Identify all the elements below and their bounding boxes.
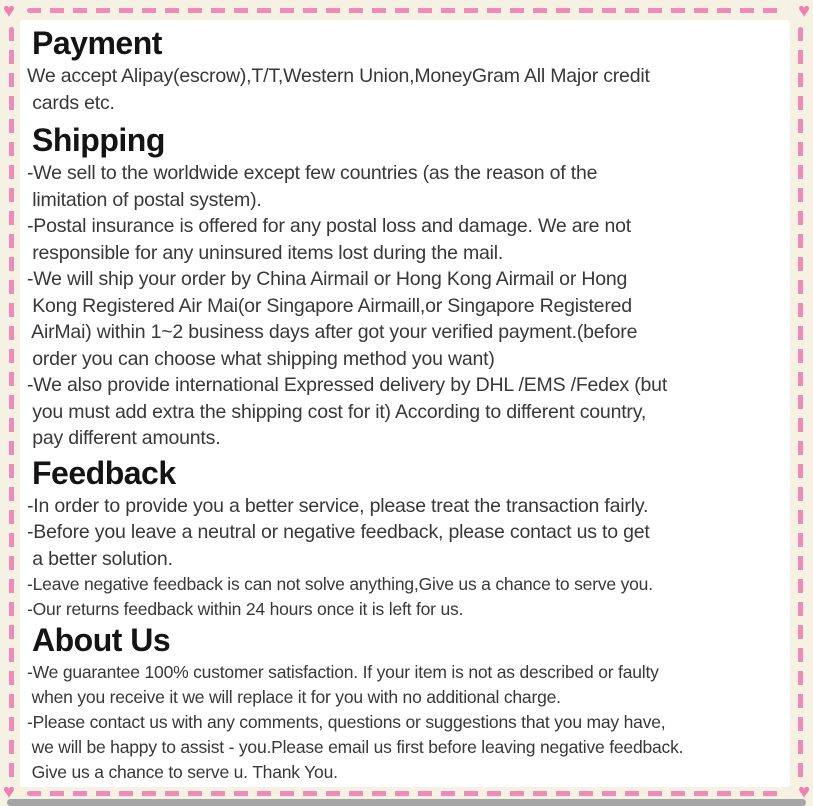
section-title: Shipping [32,122,165,158]
text-line: Kong Registered Air Mai(or Singapore Airmaill,or Singapore Registered [27,294,632,317]
section-payment [27,24,784,116]
dashed-border-top [27,8,786,13]
text-line: limitation of postal system). [27,188,262,211]
dashed-border-right [798,27,803,779]
text-line: -In order to provide you a better service, please treat the transaction fairly. [27,494,649,517]
text-line: pay different amounts. [27,427,221,449]
text-line: -Leave negative feedback is can not solve anything,Give us a chance to serve you. [27,574,653,594]
text-line: -Our returns feedback within 24 hours once it is left for us. [27,598,464,619]
text-line: order you can choose what shipping method you want) [27,347,495,370]
bottom-edge-bar [7,799,806,806]
text-line: AirMai) within 1~2 business days after got your verified payment.(before [27,321,638,343]
text-line: cards etc. [27,91,115,114]
section-title: About Us [32,622,171,658]
heart-icon: ♥ [798,781,810,803]
dashed-border-left [9,27,14,779]
text-line: when you receive it we will replace it for you with no additional charge. [27,687,561,707]
text-line: a better solution. [27,547,173,570]
heart-icon: ♥ [3,0,15,22]
text-line: -We also provide international Expressed delivery by DHL /EMS /Fedex (but [27,374,668,396]
section-about-us [27,621,784,785]
text-line: -We will ship your order by China Airmail or Hong Kong Airmail or Hong [27,268,628,290]
text-line: Give us a chance to serve u. Thank You. [27,762,338,782]
dashed-border-bottom [27,791,786,796]
text-line: -Before you leave a neutral or negative feedback, please contact us to get [27,521,650,543]
section-title: Payment [32,25,162,61]
section-title: Feedback [32,454,176,491]
heart-icon: ♥ [3,781,15,803]
text-line: -Please contact us with any comments, questions or suggestions that you may have, [27,712,666,732]
heart-icon: ♥ [798,0,810,22]
text-line: -Postal insurance is offered for any postal loss and damage. We are not [27,215,632,237]
text-line: you must add extra the shipping cost for it) According to different country, [27,400,647,423]
text-line: we will be happy to assist - you.Please email us first before leaving negative feedback. [27,737,684,757]
section-shipping [27,121,784,452]
text-line: We accept Alipay(escrow),T/T,Western Union,MoneyGram All Major credit [27,65,650,87]
text-line: -We sell to the worldwide except few countries (as the reason of the [27,162,598,184]
text-line: -We guarantee 100% customer satisfaction. If your item is not as described or faulty [27,662,659,682]
section-feedback [27,454,784,622]
content-panel [20,20,790,787]
text-line: responsible for any uninsured items lost during the mail. [27,241,504,264]
